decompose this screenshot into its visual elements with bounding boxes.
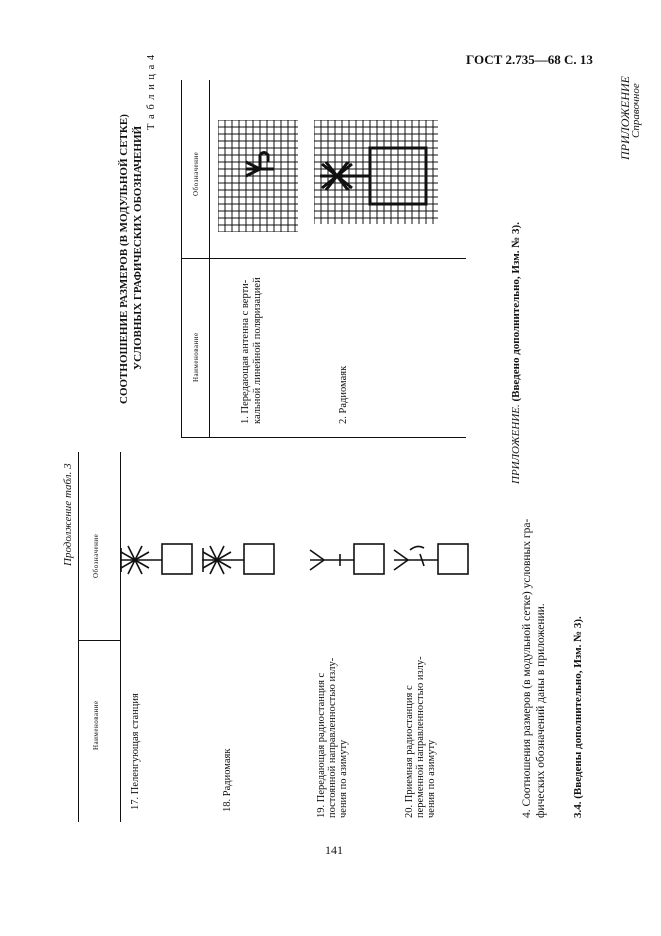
table-row-19-line1: 19. Передающая радиостанция с bbox=[316, 672, 327, 818]
table-row-20-line1: 20. Приемная радиостанция с bbox=[404, 685, 415, 818]
appendix-subtitle: Справочное bbox=[630, 83, 642, 138]
appendix-title: ПРИЛОЖЕНИЕ bbox=[618, 76, 632, 160]
table-row-20-line2: переменной направленностью излу- bbox=[415, 656, 426, 818]
table4-row1-line2: кальной линейной поляризацией bbox=[252, 277, 263, 424]
table4-top-border bbox=[181, 437, 466, 438]
table-row-20-line3: чения по азимуту bbox=[426, 739, 437, 818]
page-number: 141 bbox=[325, 843, 343, 857]
appendix-heading-line2: УСЛОВНЫХ ГРАФИЧЕСКИХ ОБОЗНАЧЕНИЙ bbox=[132, 125, 144, 370]
table4-column-divider bbox=[181, 258, 466, 259]
table-row-18: 18. Радиомаяк bbox=[222, 748, 233, 812]
transmitter-fixed-direction-symbol bbox=[306, 538, 386, 582]
appendix-footer bbox=[510, 222, 522, 484]
table4-col-name: Наименование bbox=[192, 332, 200, 382]
antenna-grid-symbol bbox=[218, 120, 298, 232]
table4-label: Т а б л и ц а 4 bbox=[146, 53, 157, 130]
paragraph-line2: фических обозначений даны в приложении. bbox=[535, 603, 547, 818]
appendix-footer-text: (Введено дополнительно, Изм. № 3). bbox=[510, 222, 522, 402]
table-row-19-line2: постоянной направленностью излу- bbox=[327, 657, 338, 818]
standard-header: ГОСТ 2.735—68 С. 13 bbox=[466, 52, 593, 67]
table-continuation-label: Продолжение табл. 3 bbox=[62, 463, 74, 566]
beacon-grid-symbol bbox=[314, 120, 438, 224]
table-row-19-line3: чения по азимуту bbox=[338, 739, 349, 818]
paragraph-note: 3.4. (Введены дополнительно, Изм. № 3). bbox=[572, 616, 584, 818]
column-header-name: Наименование bbox=[92, 700, 100, 750]
table-divider bbox=[120, 452, 121, 822]
table4-col-symbol: Обозначение bbox=[192, 151, 200, 196]
paragraph-line1: 4. Соотношения размеров (в модульной сетке) условных гра- bbox=[521, 518, 533, 818]
direction-finder-symbol bbox=[118, 538, 196, 582]
column-header-symbol: Обозначение bbox=[92, 533, 100, 578]
table4-row2: 2. Радиомаяк bbox=[338, 365, 349, 424]
table-border-top bbox=[78, 452, 79, 822]
table4-row1-line1: 1. Передающая антенна с верти- bbox=[240, 279, 251, 424]
appendix-heading-line1: СООТНОШЕНИЕ РАЗМЕРОВ (В МОДУЛЬНОЙ СЕТКЕ) bbox=[118, 114, 130, 404]
radio-beacon-symbol bbox=[200, 538, 278, 582]
appendix-footer-prefix: ПРИЛОЖЕНИЕ. bbox=[510, 404, 522, 484]
receiver-variable-direction-symbol bbox=[390, 538, 470, 582]
table-row-17: 17. Пеленгующая станция bbox=[130, 693, 141, 810]
table-header-divider bbox=[78, 640, 120, 641]
